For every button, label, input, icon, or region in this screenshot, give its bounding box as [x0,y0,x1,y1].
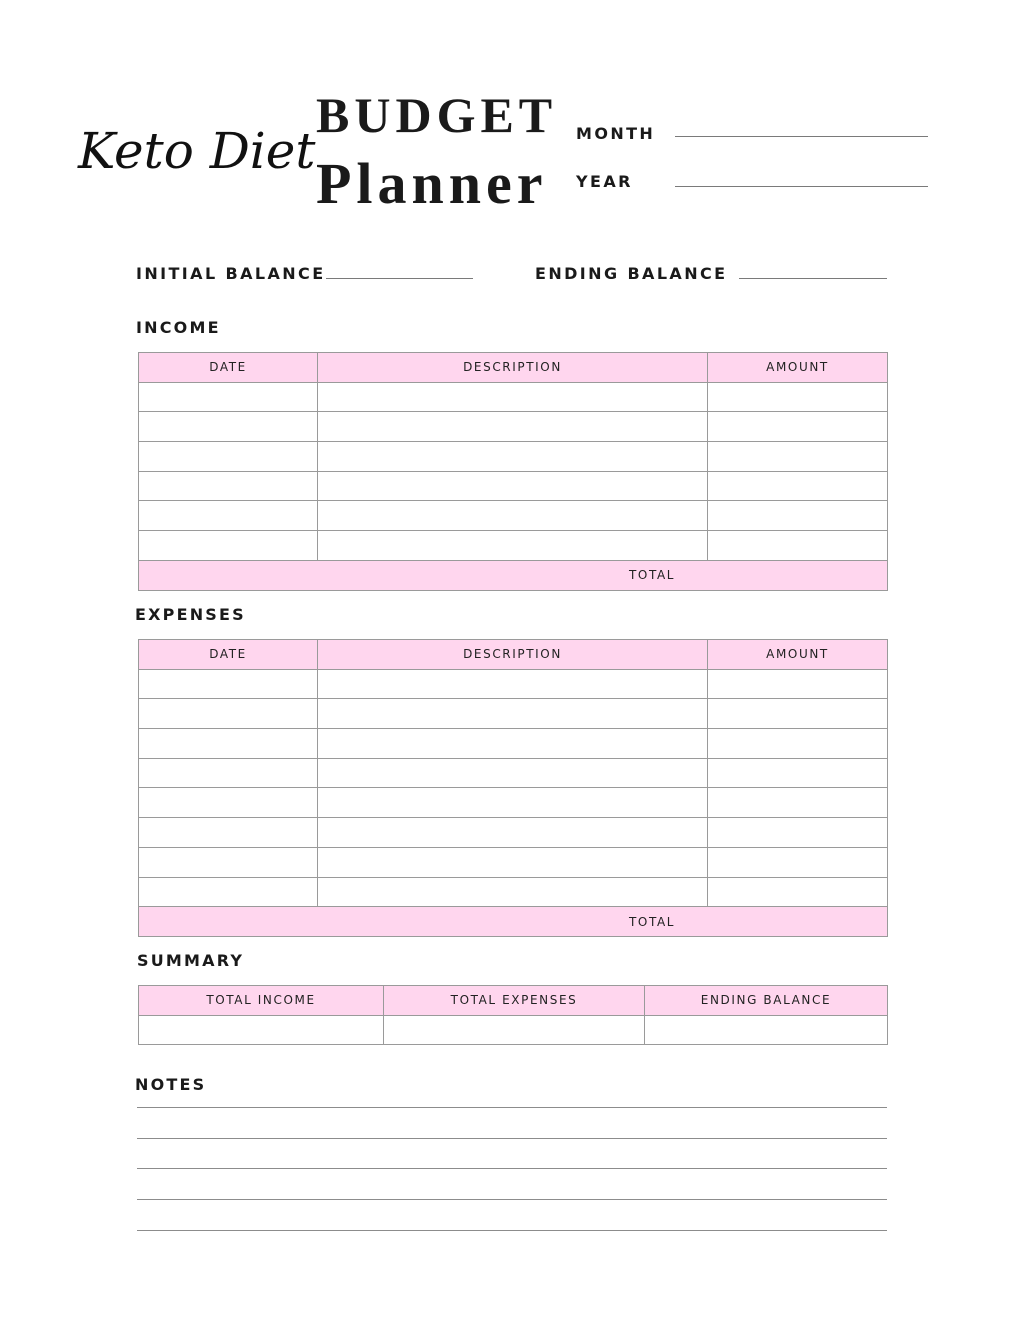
expense-amount-cell[interactable] [708,847,888,877]
notes-line[interactable] [137,1107,887,1108]
summary-ending-balance-cell[interactable] [645,1015,888,1045]
planner-subtitle-keto-diet: Keto Diet [78,122,316,180]
expenses-col-date: DATE [139,640,318,670]
expense-date-cell[interactable] [139,758,318,788]
income-total-row [139,560,888,590]
table-row [139,729,888,759]
year-field[interactable] [675,186,928,187]
year-label: YEAR [576,172,633,191]
expense-description-cell[interactable] [318,818,708,848]
expense-description-cell[interactable] [318,699,708,729]
month-field[interactable] [675,136,928,137]
summary-col-total-expenses: TOTAL EXPENSES [384,986,645,1016]
income-description-cell[interactable] [318,501,708,531]
income-description-cell[interactable] [318,382,708,412]
income-col-description: DESCRIPTION [318,353,708,383]
table-row [139,758,888,788]
initial-balance-field[interactable] [326,278,473,279]
expense-description-cell[interactable] [318,758,708,788]
income-amount-cell[interactable] [708,531,888,561]
income-description-cell[interactable] [318,531,708,561]
summary-values-row [139,1015,888,1045]
income-date-cell[interactable] [139,501,318,531]
income-amount-cell[interactable] [708,471,888,501]
table-row [139,412,888,442]
income-date-cell[interactable] [139,412,318,442]
income-header-row [139,353,888,383]
title-budget: BUDGET [316,87,558,143]
income-col-amount: AMOUNT [708,353,888,383]
income-description-cell[interactable] [318,471,708,501]
table-row [139,501,888,531]
initial-balance-label: INITIAL BALANCE [136,264,326,283]
title-planner: Planner [316,151,548,216]
table-row [139,471,888,501]
expenses-total-label: TOTAL [139,907,888,937]
expense-date-cell[interactable] [139,818,318,848]
table-row [139,442,888,472]
expense-date-cell[interactable] [139,699,318,729]
expense-date-cell[interactable] [139,847,318,877]
expense-amount-cell[interactable] [708,758,888,788]
summary-col-ending-balance: ENDING BALANCE [645,986,888,1016]
notes-line[interactable] [137,1168,887,1169]
income-amount-cell[interactable] [708,442,888,472]
table-row [139,847,888,877]
table-row [139,382,888,412]
expenses-col-amount: AMOUNT [708,640,888,670]
ending-balance-label: ENDING BALANCE [535,264,728,283]
ending-balance-field[interactable] [739,278,887,279]
expense-date-cell[interactable] [139,788,318,818]
income-description-cell[interactable] [318,442,708,472]
table-row [139,531,888,561]
summary-section-title: SUMMARY [137,951,245,970]
income-date-cell[interactable] [139,531,318,561]
income-amount-cell[interactable] [708,412,888,442]
expense-amount-cell[interactable] [708,818,888,848]
income-date-cell[interactable] [139,382,318,412]
expense-date-cell[interactable] [139,729,318,759]
summary-total-expenses-cell[interactable] [384,1015,645,1045]
expense-description-cell[interactable] [318,788,708,818]
expense-description-cell[interactable] [318,669,708,699]
expense-date-cell[interactable] [139,669,318,699]
summary-header-row [139,986,888,1016]
income-description-cell[interactable] [318,412,708,442]
expenses-total-row [139,907,888,937]
expenses-col-description: DESCRIPTION [318,640,708,670]
income-amount-cell[interactable] [708,501,888,531]
expense-description-cell[interactable] [318,729,708,759]
table-row [139,669,888,699]
expense-amount-cell[interactable] [708,729,888,759]
income-section-title: INCOME [136,318,221,337]
expense-amount-cell[interactable] [708,877,888,907]
notes-line[interactable] [137,1138,887,1139]
table-row [139,818,888,848]
expense-description-cell[interactable] [318,877,708,907]
summary-col-total-income: TOTAL INCOME [139,986,384,1016]
income-amount-cell[interactable] [708,382,888,412]
income-total-label: TOTAL [139,560,888,590]
expenses-header-row [139,640,888,670]
month-label: MONTH [576,124,656,143]
expenses-section-title: EXPENSES [135,605,246,624]
table-row [139,877,888,907]
table-row [139,788,888,818]
table-row [139,699,888,729]
income-date-cell[interactable] [139,471,318,501]
notes-section-title: NOTES [135,1075,207,1094]
notes-line[interactable] [137,1199,887,1200]
expense-amount-cell[interactable] [708,669,888,699]
expense-amount-cell[interactable] [708,699,888,729]
income-table [138,352,888,591]
income-date-cell[interactable] [139,442,318,472]
expenses-table [138,639,888,937]
income-col-date: DATE [139,353,318,383]
expense-date-cell[interactable] [139,877,318,907]
notes-line[interactable] [137,1230,887,1231]
summary-table [138,985,888,1045]
expense-description-cell[interactable] [318,847,708,877]
summary-total-income-cell[interactable] [139,1015,384,1045]
expense-amount-cell[interactable] [708,788,888,818]
